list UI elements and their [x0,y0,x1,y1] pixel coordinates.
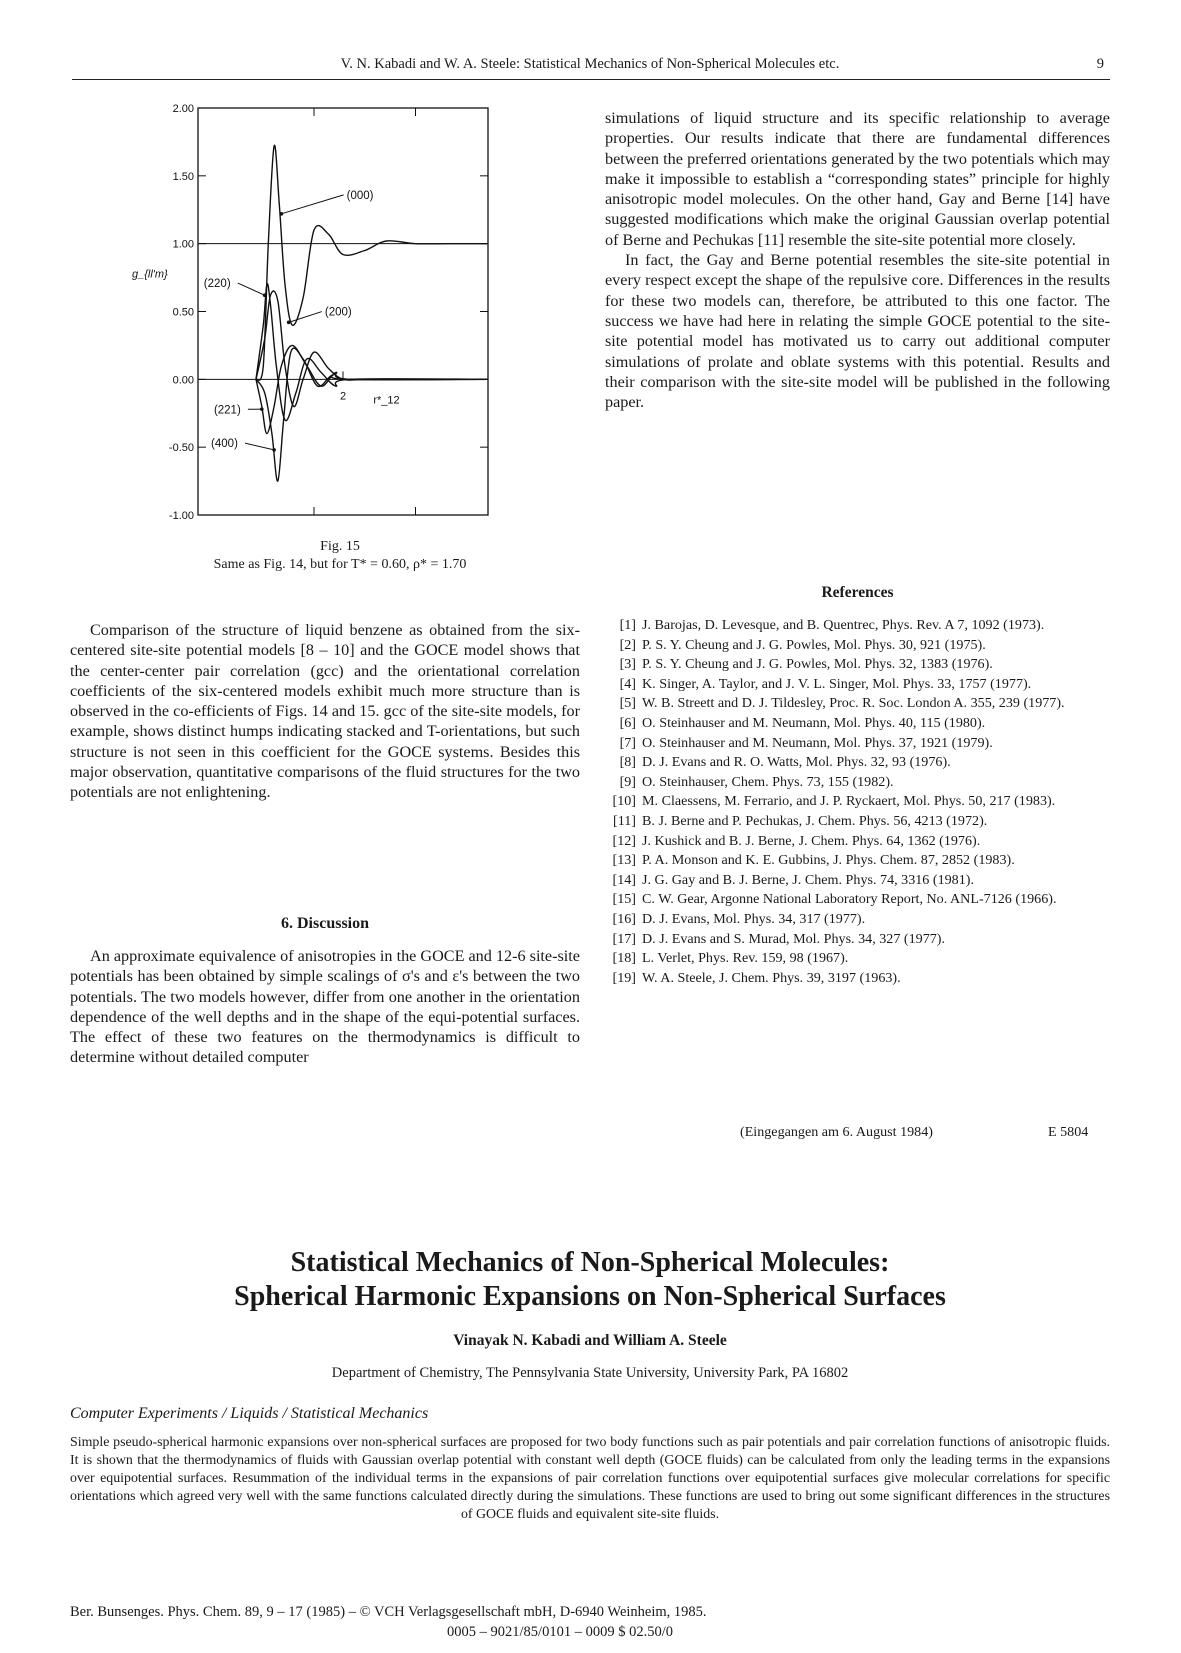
reference-text: W. A. Steele, J. Chem. Phys. 39, 3197 (1963). [642,969,901,986]
reference-number: [7] [619,734,636,751]
reference-number: [18] [612,950,636,967]
series-line-400 [256,348,488,481]
right-paragraph-2: In fact, the Gay and Berne potential resembles the site-site potential in every respect except the shape of the repulsive core. Differences in the results for these two models can, therefore, be attributed to this one factor. The success we have had here in relating the simple GOCE potential to the site-site potential model has motivated us to carry out additional computer simulations of prolate and oblate systems with this potential. Results and their comparison with the site-site model will be published in the following paper. [605,251,1110,412]
reference-item [603,871,1110,891]
references-list [603,616,1110,988]
leader-tip [263,293,267,297]
article-title [70,1246,1110,1314]
reference-text: P. S. Y. Cheung and J. G. Powles, Mol. Phys. 30, 921 (1975). [642,636,986,653]
y-tick-label: -0.50 [168,442,194,455]
series-label: (000) [346,189,374,202]
y-axis [132,103,488,522]
page-number: 9 [1096,56,1104,72]
reference-text: O. Steinhauser and M. Neumann, Mol. Phys. 40, 115 (1980). [642,714,986,731]
reference-item [603,949,1110,969]
reference-text: D. J. Evans and S. Murad, Mol. Phys. 34, 327 (1977). [642,930,946,947]
right-paragraph-1: simulations of liquid structure and its specific relationship to average properties. Our results indicate that there are fundamental differences between the preferred orientations generated by the two potentials which may make it impossible to establish a “corresponding states” principle for highly anisotropic model molecules. On the other hand, Gay and Berne [14] have suggested modifications which make the original Gaussian overlap potential of Berne and Pechukas [11] resemble the site-site potential more closely. [605,109,1110,249]
reference-text: J. Kushick and B. J. Berne, J. Chem. Phys. 64, 1362 (1976). [642,832,981,849]
reference-number: [14] [612,871,636,888]
running-title: V. N. Kabadi and W. A. Steele: Statistical Mechanics of Non-Spherical Molecules etc. [340,56,840,72]
reference-item [603,812,1110,832]
leader-tip [260,407,264,411]
reference-text: O. Steinhauser, Chem. Phys. 73, 155 (1982). [642,773,894,790]
reference-number: [11] [613,812,636,829]
article-title-line-2: Spherical Harmonic Expansions on Non-Spherical Surfaces [234,1281,946,1312]
article-abstract: Simple pseudo-spherical harmonic expansions over non-spherical surfaces are proposed for two body functions such as pair potentials and pair correlation functions of anisotropic fluids. It is shown that the thermodynamics of fluids with Gaussian overlap potential with constant well depth (GOCE fluids) can be calculated from only the leading terms in the expansions over equipotential surfaces. Resummation of the individual terms in the expansions of pair correlation functions over equipotential surfaces give molecular correlations for specific orientations which agreed very well with the same functions calculated directly during the simulations. These functions are used to bring out some significant differences in the structures of GOCE fluids and equivalent site-site fluids. [70,1435,1110,1522]
reference-number: [9] [619,773,636,790]
label-leader [238,283,265,295]
y-tick-label: 1.50 [172,170,194,183]
reference-item [603,910,1110,930]
reference-item [603,851,1110,871]
reference-number: [10] [612,793,636,810]
reference-item [603,890,1110,910]
reference-number: [12] [612,832,636,849]
reference-text: C. W. Gear, Argonne National Laboratory Report, No. ANL-7126 (1966). [642,891,1057,908]
reference-item [603,655,1110,675]
series-label: (221) [213,404,241,417]
reference-item [603,930,1110,950]
reference-text: P. A. Monson and K. E. Gubbins, J. Phys. Chem. 87, 2852 (1983). [642,852,1015,869]
header-rule [72,79,1110,80]
reference-text: J. Barojas, D. Levesque, and B. Quentrec, Phys. Rev. A 7, 1092 (1973). [642,617,1045,633]
series-label: (200) [324,306,352,319]
reference-number: [6] [619,714,636,731]
series-line-000 [256,145,488,380]
y-tick-label: 0.00 [172,374,194,387]
y-axis-label: g_{ll'm} [132,268,168,281]
reference-text: P. S. Y. Cheung and J. G. Powles, Mol. Phys. 32, 1383 (1976). [642,656,993,673]
reference-text: M. Claessens, M. Ferrario, and J. P. Ryckaert, Mol. Phys. 50, 217 (1983). [642,793,1056,810]
x-axis-label: r*_12 [373,394,400,407]
x-tick-label: 2 [339,390,347,403]
comparison-paragraph: Comparison of the structure of liquid benzene as obtained from the six-centered site-site potential models [8 – 10] and the GOCE model shows that the center-center pair correlation (gcc) and the orientational correlation coefficients of the six-centered models exhibit much more structure than is observed in the co-efficients of Figs. 14 and 15. gcc of the site-site models, for example, shows distinct humps indicating stacked and T-orientations, but such structure is not seen in this coefficient for the GOCE systems. Besides this major observation, quantitative comparisons of the fluid structures for the two potentials are not enlightening. [70,621,580,802]
reference-number: [13] [612,852,636,869]
reference-item [603,675,1110,695]
reference-number: [3] [619,656,636,673]
reference-item [603,773,1110,793]
reference-item [603,753,1110,773]
reference-text: B. J. Berne and P. Pechukas, J. Chem. Phys. 56, 4213 (1972). [642,812,988,829]
section-heading: 6. Discussion [280,915,370,932]
footer-citation: Ber. Bunsenges. Phys. Chem. 89, 9 – 17 (1985) – © VCH Verlagsgesellschaft mbH, D-6940 Weinheim, 1985. [70,1604,707,1620]
reference-number: [17] [612,930,636,947]
reference-number: [19] [612,969,636,986]
label-leader [289,312,322,323]
y-tick-label: 1.00 [172,238,194,251]
reference-item [603,616,1110,636]
reference-number: [16] [612,910,636,927]
reference-item [603,714,1110,734]
manuscript-code: E 5804 [1048,1124,1089,1140]
y-tick-label: 0.50 [172,306,194,319]
reference-text: K. Singer, A. Taylor, and J. V. L. Singer, Mol. Phys. 33, 1757 (1977). [642,675,1032,692]
figure-caption-text: Same as Fig. 14, but for T* = 0.60, ρ* = 1.70 [213,557,467,572]
received-date: (Eingegangen am 6. August 1984) [740,1124,933,1140]
article-title-line-1: Statistical Mechanics of Non-Spherical Molecules: [290,1247,890,1278]
series-line-200 [256,291,488,407]
reference-text: J. G. Gay and B. J. Berne, J. Chem. Phys. 74, 3316 (1981). [642,871,974,888]
y-tick-label: 2.00 [172,103,194,115]
series-line-221 [256,345,488,433]
running-header [70,56,1110,78]
reference-text: D. J. Evans and R. O. Watts, Mol. Phys. 32, 93 (1976). [642,754,951,771]
references-heading: References [821,584,894,601]
label-leader [281,195,343,214]
footer-code: 0005 – 9021/85/0101 – 0009 $ 02.50/0 [447,1624,673,1640]
reference-text: L. Verlet, Phys. Rev. 159, 98 (1967). [642,950,849,967]
reference-number: [2] [619,636,636,653]
leader-tip [272,448,276,452]
reference-text: D. J. Evans, Mol. Phys. 34, 317 (1977). [642,910,866,927]
reference-number: [1] [619,617,636,633]
label-leader [245,443,274,450]
series-annotations [204,190,374,452]
figure-15-chart [130,100,550,525]
article-affiliation: Department of Chemistry, The Pennsylvania State University, University Park, PA 16802 [331,1365,849,1381]
reference-item [603,792,1110,812]
series-label: (400) [211,438,238,451]
reference-item [603,969,1110,989]
reference-text: W. B. Streett and D. J. Tildesley, Proc. R. Soc. London A. 355, 239 (1977). [642,695,1065,712]
discussion-paragraph [70,946,580,1068]
leader-tip [280,212,284,216]
reference-number: [5] [619,695,636,712]
reference-number: [8] [619,754,636,771]
figure-caption [140,538,540,574]
right-column-text [605,108,1110,412]
reference-number: [4] [619,675,636,692]
reference-item [603,694,1110,714]
leader-tip [287,321,291,325]
left-paragraph [70,620,580,803]
reference-item [603,734,1110,754]
article-authors: Vinayak N. Kabadi and William A. Steele [453,1332,727,1349]
discussion-text: An approximate equivalence of anisotropies in the GOCE and 12-6 site-site potentials has been obtained by simple scalings of σ's and ε's between the two potentials. The two models however, differ from one another in the orientation dependence of the well depths and in the shape of the equi-potential surfaces. The effect of these two features on the thermodynamics is difficult to determine without detailed computer [70,947,580,1067]
reference-number: [15] [612,891,636,908]
figure-label: Fig. 15 [320,539,360,554]
y-tick-label: -1.00 [168,510,194,522]
series-label: (220) [203,278,231,291]
article-keywords: Computer Experiments / Liquids / Statistical Mechanics [70,1405,429,1422]
reference-item [603,832,1110,852]
reference-item [603,636,1110,656]
reference-text: O. Steinhauser and M. Neumann, Mol. Phys. 37, 1921 (1979). [642,734,993,751]
